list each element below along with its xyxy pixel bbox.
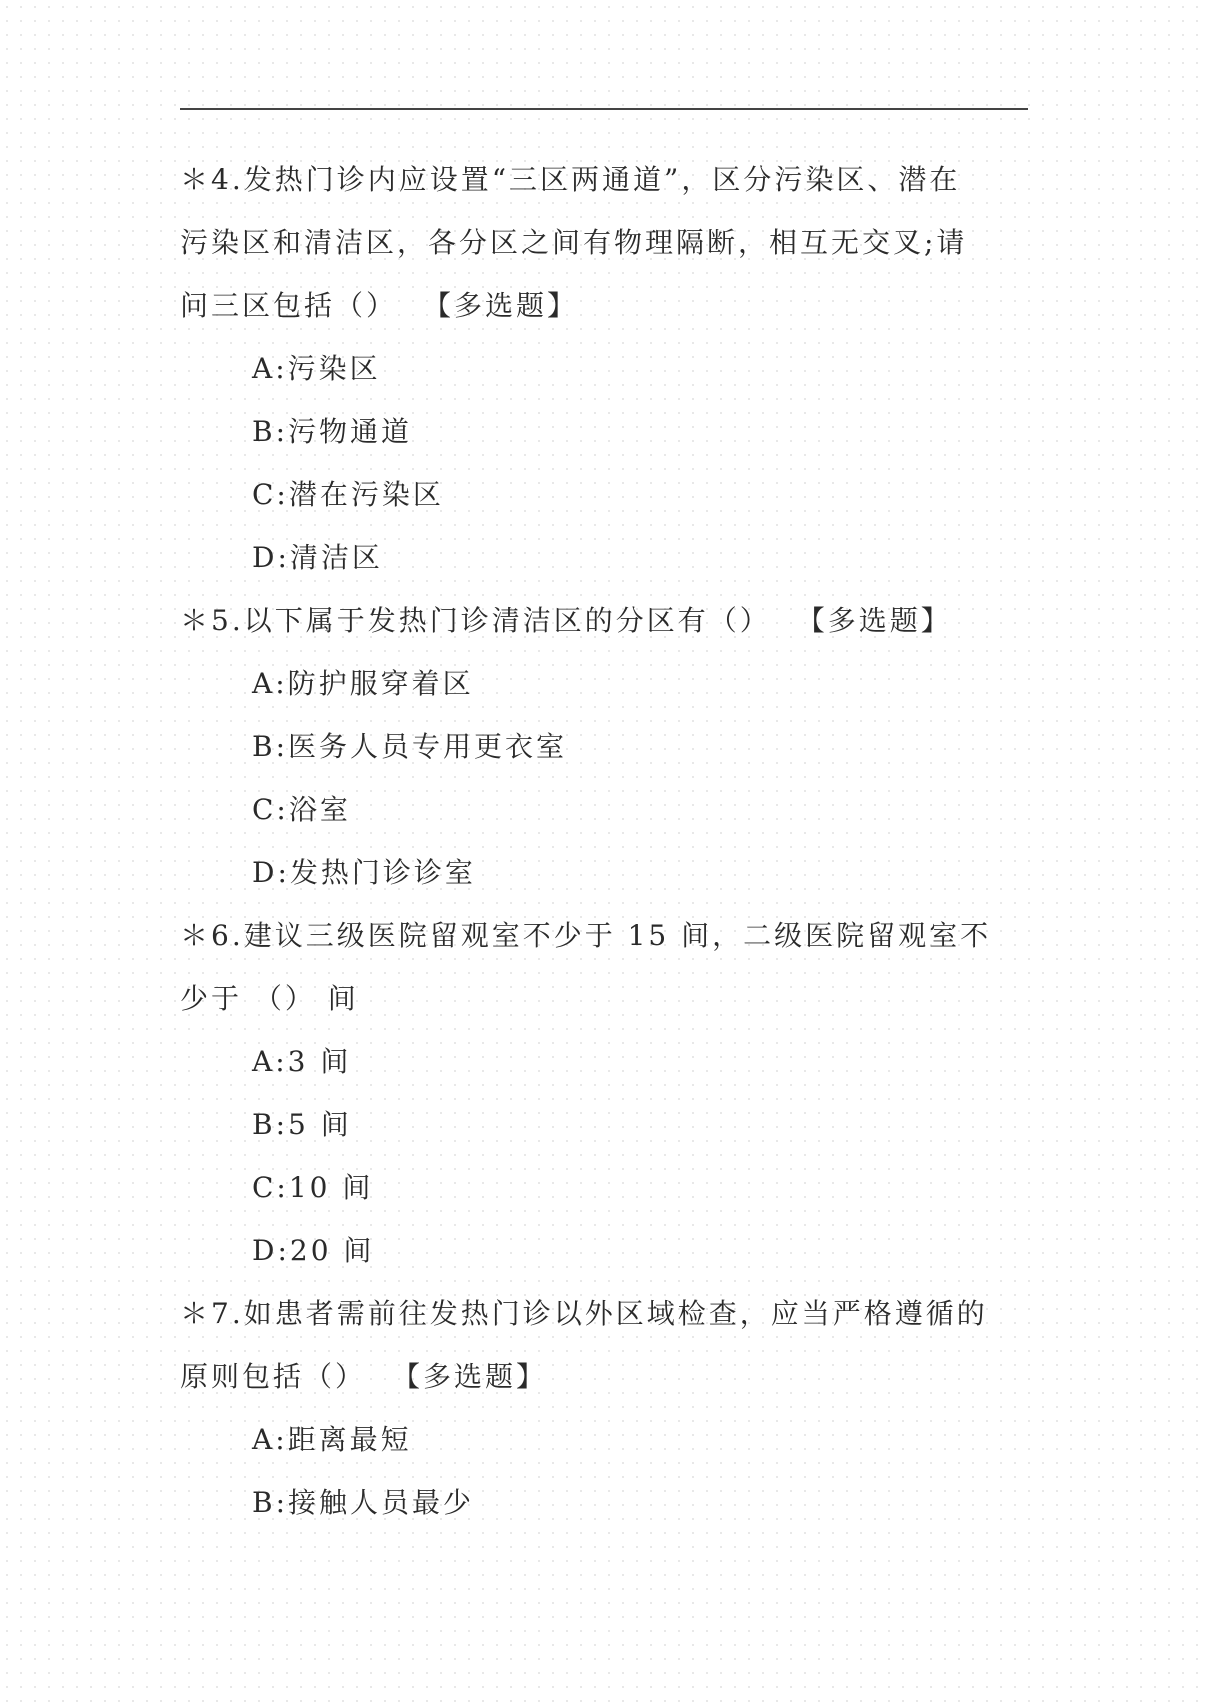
question-6-line-2: 少于 （） 间 — [180, 982, 359, 1015]
question-7-option-a: A:距离最短 — [252, 1423, 412, 1456]
question-5-option-b: B:医务人员专用更衣室 — [252, 730, 568, 763]
question-5-option-d: D:发热门诊诊室 — [252, 856, 476, 889]
question-6-option-a: A:3 间 — [252, 1045, 352, 1078]
question-7-option-b: B:接触人员最少 — [252, 1486, 475, 1519]
question-4-line-3 — [180, 274, 1030, 337]
question-5-type-tag: 【多选题】 — [810, 604, 952, 637]
question-6-option-d: D:20 间 — [252, 1234, 375, 1267]
question-6 — [180, 904, 1030, 1282]
question-7-type-tag: 【多选题】 — [406, 1360, 548, 1393]
question-7-line-2-text: 原则包括（） — [180, 1360, 367, 1393]
question-4-option-c: C:潜在污染区 — [252, 478, 444, 511]
header-rule — [180, 108, 1028, 110]
question-6-option-c: C:10 间 — [252, 1171, 374, 1204]
question-4-option-d: D:清洁区 — [252, 541, 383, 574]
question-4-line-2: 污染区和清洁区，各分区之间有物理隔断，相互无交叉;请 — [180, 226, 968, 259]
question-7-line-1: ＊7.如患者需前往发热门诊以外区域检查，应当严格遵循的 — [180, 1297, 988, 1330]
question-4 — [180, 148, 1030, 589]
question-5-line-1-text: ＊5.以下属于发热门诊清洁区的分区有（） — [180, 604, 771, 637]
question-list — [180, 148, 1030, 1534]
document-page — [180, 0, 1030, 1706]
question-4-type-tag: 【多选题】 — [437, 289, 579, 322]
question-4-option-b: B:污物通道 — [252, 415, 413, 448]
question-7 — [180, 1282, 1030, 1534]
question-4-line-1: ＊4.发热门诊内应设置“三区两通道”，区分污染区、潜在 — [180, 163, 961, 196]
question-4-line-3-text: 问三区包括（） — [180, 289, 398, 322]
question-5-option-c: C:浴室 — [252, 793, 351, 826]
question-5-option-a: A:防护服穿着区 — [252, 667, 474, 700]
question-4-option-a: A:污染区 — [252, 352, 381, 385]
question-5-line-1 — [180, 589, 1030, 652]
question-6-line-1: ＊6.建议三级医院留观室不少于 15 间，二级医院留观室不 — [180, 919, 992, 952]
question-5 — [180, 589, 1030, 904]
question-6-option-b: B:5 间 — [252, 1108, 352, 1141]
question-7-line-2 — [180, 1345, 1030, 1408]
